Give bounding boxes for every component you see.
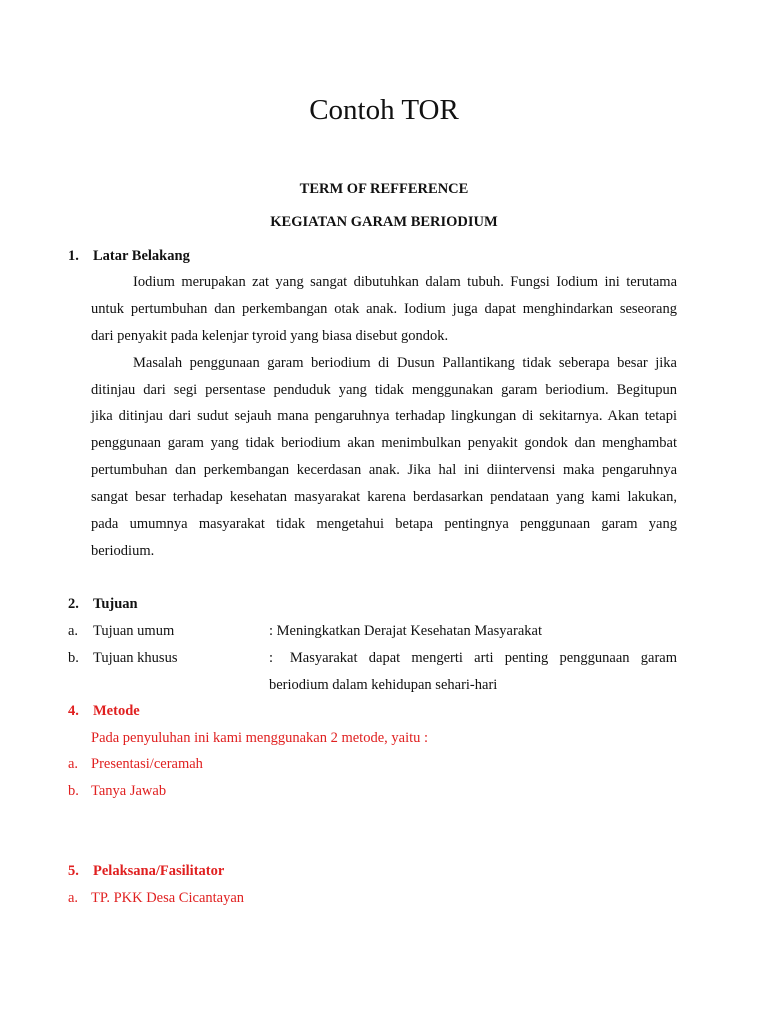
- subtitle-term-of-reference: TERM OF REFFERENCE: [299, 181, 469, 197]
- metode-intro: Pada penyuluhan ini kami menggunakan 2 metode, yaitu :: [91, 730, 429, 746]
- tujuan-item-letter: a.: [68, 623, 79, 639]
- section1-heading: Latar Belakang: [93, 248, 190, 264]
- page-title: Contoh TOR: [309, 94, 459, 126]
- section1-para2-line: beriodium.: [91, 543, 155, 559]
- section1-para2-line: Masalah penggunaan garam beriodium di Dusun Pallantikang tidak seberapa besar jika: [133, 355, 677, 371]
- tujuan-umum-label: Tujuan umum: [93, 623, 175, 639]
- section1-para1-line: dari penyakit pada kelenjar tyroid yang biasa disebut gondok.: [91, 328, 449, 344]
- metode-item-letter: a.: [68, 756, 79, 772]
- metode-item-text: Tanya Jawab: [91, 783, 167, 799]
- section1-para2-line: ditinjau dari segi persentase penduduk yang tidak menggunakan garam beriodium. Begitupun: [91, 382, 677, 398]
- section1-para1-line: Iodium merupakan zat yang sangat dibutuhkan dalam tubuh. Fungsi Iodium ini terutama: [133, 274, 677, 290]
- section2-number: 2.: [68, 596, 79, 612]
- metode-item-text: Presentasi/ceramah: [91, 756, 203, 772]
- metode-item-letter: b.: [68, 783, 79, 799]
- section5-number: 5.: [68, 863, 79, 879]
- section1-para2-line: pertumbuhan dan perkembangan kecerdasan anak. Jika hal ini diintervensi maka pengaruhnya: [91, 462, 677, 478]
- section1-para2-line: penggunaan garam yang tidak beriodium akan menimbulkan penyakit gondok dan menghambat: [91, 435, 677, 451]
- tujuan-khusus-value-cont: beriodium dalam kehidupan sehari-hari: [269, 677, 498, 693]
- section1-para2-line: pada umumnya masyarakat tidak mengetahui betapa pentingnya penggunaan garam yang: [91, 516, 677, 532]
- section2-heading: Tujuan: [93, 596, 138, 612]
- pelaksana-item-text: TP. PKK Desa Cicantayan: [91, 890, 245, 906]
- tujuan-umum-value: : Meningkatkan Derajat Kesehatan Masyarakat: [269, 623, 542, 639]
- section1-para2-line: jika ditinjau dari sudut sejauh mana pengaruhnya terhadap lingkungan di sekitarnya. Akan tetapi: [91, 408, 677, 424]
- section5-heading: Pelaksana/Fasilitator: [93, 863, 225, 879]
- tujuan-khusus-label: Tujuan khusus: [93, 650, 178, 666]
- section1-para2-line: sangat besar terhadap kesehatan masyarakat karena berdasarkan pendataan yang kami lakukan,: [91, 489, 677, 505]
- subtitle-kegiatan: KEGIATAN GARAM BERIODIUM: [270, 214, 498, 230]
- section1-number: 1.: [68, 248, 79, 264]
- tujuan-item-letter: b.: [68, 650, 79, 666]
- pelaksana-item-letter: a.: [68, 890, 79, 906]
- section1-para1-line: untuk pertumbuhan dan perkembangan otak anak. Iodium juga dapat menghindarkan seseorang: [91, 301, 677, 317]
- section4-heading: Metode: [93, 703, 140, 719]
- section4-number: 4.: [68, 703, 79, 719]
- tujuan-khusus-value: : Masyarakat dapat mengerti arti penting penggunaan garam: [269, 650, 677, 666]
